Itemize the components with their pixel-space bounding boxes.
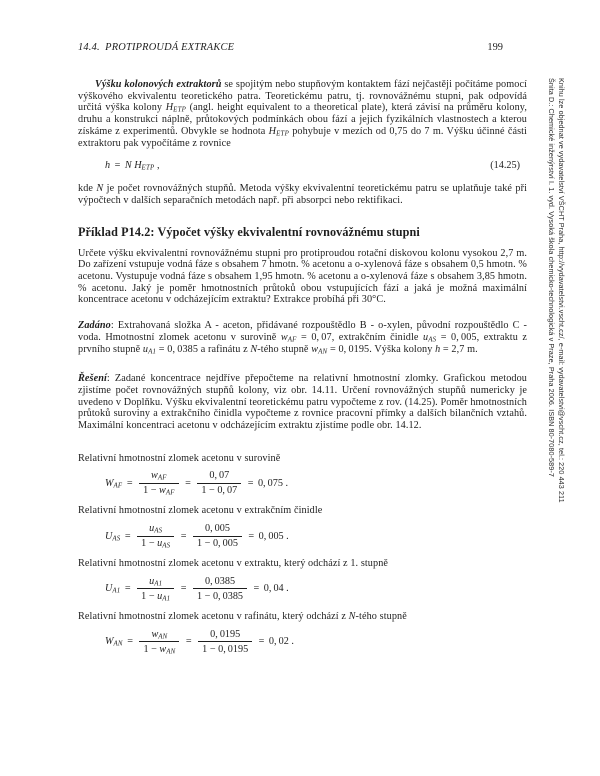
equals-sign: = [180,583,187,595]
fraction-caption: Relativní hmotnostní zlomek acetonu v extraktu, který odchází z 1. stupně [78,558,389,570]
fraction-result: 0, 04 . [263,583,289,595]
equals-sign: = [114,160,121,172]
intro-text-2: (angl. height equivalent to a theoretical plate), která závisí na průměru kolony, druhu a konstrukci náplně, průtokových podmínkách obou fází a jejich fyzikálních vlastnostech a kterou získáme z experimentů. Obvykle se hodnota [78,102,527,137]
equals-sign: = [248,530,255,542]
running-head [78,42,527,53]
math-var-wAN: w [311,343,319,355]
equals-sign: = [253,583,260,595]
intro-paragraph [78,79,527,149]
equals-sign: = [124,530,131,542]
equals-sign: = [126,477,133,489]
fraction-equation: $W_{AN}$ = $\frac{w_{AN}}{1 - w_{AN}}$ = $\frac{0, 0195}{1 - 0, 0195}$ = 0, 02 . [105,628,294,656]
math-var-H: H [165,102,174,114]
fraction-result: 0, 02 . [268,636,294,648]
symbolic-fraction: $\frac{u_{A1}}{1 - u_{A1}}$ [137,576,174,602]
fraction-result: 0, 005 . [258,530,289,542]
equation-hetp: h = N $H_{ETP}$ , [105,160,160,172]
equals-sign: = [247,477,254,489]
sidebar-order-info: Knihu lze objednat ve vydavatelství VŠCHT Praha, http://vydavatelstvi.vscht.cz/, e-mail: vydavatelstvi@vscht.cz, tel.: 220 443 211 [557,78,566,503]
fraction-equation: $U_{AS}$ = $\frac{u_{AS}}{1 - u_{AS}}$ = $\frac{0, 005}{1 - 0, 005}$ = 0, 005 . [105,523,289,550]
intro-lead: Výšku kolonových extraktorů [95,79,222,90]
equation-hetp-row [78,160,527,171]
symbolic-fraction: $\frac{w_{AN}}{1 - w_{AN}}$ [139,629,179,655]
math-var-uAS: u [423,331,429,343]
section-title: 14.4. PROTIPROUDÁ EXTRAKCE [78,42,235,53]
zadano-label: Zadáno [78,320,111,332]
numeric-fraction: $\frac{0, 005}{1 - 0, 005}$ [193,523,242,549]
page-number: 199 [487,42,503,53]
equals-sign: = [180,530,187,542]
fraction-equation: $U_{A1}$ = $\frac{u_{A1}}{1 - u_{A1}}$ = $\frac{0, 0385}{1 - 0, 0385}$ = 0, 04 . [105,575,289,603]
fraction-caption: Relativní hmotnostní zlomek acetonu v rafinátu, který odchází z N-tého stupně [78,610,407,622]
math-sub-ETP: ETP [276,130,289,138]
equals-sign: = [127,636,133,648]
symbolic-fraction: $\frac{u_{AS}}{1 - u_{AS}}$ [137,523,174,549]
equation-number: (14.25) [490,160,520,172]
fraction-caption: Relativní hmotnostní zlomek acetonu v extrakčním činidle [78,505,323,517]
fraction-caption: Relativní hmotnostní zlomek acetonu v surovině [78,452,281,464]
example-heading: Příklad P14.2: Výpočet výšky ekvivalentní rovnovážnému stupni [78,224,420,239]
math-var-h: h [435,343,441,355]
reseni-label: Řešení [78,373,107,385]
numeric-fraction: $\frac{0, 0195}{1 - 0, 0195}$ [198,629,252,655]
intro-text-1: se spojitým nebo stupňovým kontaktem fází nejčastěji počítáme pomocí výškového ekvivalentu teoretického patra. Teoretickému patru, tj. rovnovážnému stupni, pak odpovídá určitá výška kolony [78,79,528,114]
paragraph-kde: kde N je počet rovnovážných stupňů. Metoda výšky ekvivalentní teoretickému patru se uplatňuje také při výpočtech v dalších separačních metodách např. při absorpci nebo rektifikaci. [78,183,528,206]
math-var-H: H [268,125,277,137]
math-var-uA1: u [142,343,149,355]
paragraph-reseni: Řešení: Zadané koncentrace nejdříve přepočteme na relativní hmotnostní zlomky. Grafickou metodou zjistíme počet rovnovážných stupňů kolony, viz obr. 14.11. Určení rovnovážných stupňů numericky je uvedeno v Doplňku. Výšku ekvivalentní teoretickému patru vypočteme z rov. (14.25). Poměr hmotnostních průtoků suroviny a extrakčního činidla vypočteme z rovnice pracovní přímky a dalších bilančních vztahů. Maximální koncentraci acetonu v odcházejícím extraktu zjistíme podle obr. 14.12. [78,373,527,432]
equals-sign: = [258,636,265,648]
sidebar-citation: Šnita D.: Chemické inženýrství I. 1. vyd. Vysoká škola chemicko-technologická v Praze, Praha 2006. ISBN 80-7080-589-7 [547,78,556,477]
math-var-wAF: w [280,331,288,343]
example-statement: Určete výšku ekvivalentní rovnovážnému stupni pro protiproudou rotační diskovou kolonu vysokou 2,7 m. Do zařízení vstupuje vodná fáze s obsahem 7 hmotn. % acetonu a o-xylenová fáze s obsahem 0,5 hmotn. % acetonu. Vystupuje vodná fáze s obsahem 1,95 hmotn. % acetonu a o-xylenová fáze s obsahem 3,85 hmotn. % acetonu. Jaký je poměr hmotnostních průtoků obou vstupujících fází a jaká je možná maximální koncentrace acetonu v odcházejícím extraktu? Extrakce probíhá při 30°C. [78,247,527,306]
equals-sign: = [185,477,191,489]
fraction-equation: $W_{AF}$ = $\frac{w_{AF}}{1 - w_{AF}}$ = $\frac{0, 07}{1 - 0, 07}$ = 0, 075 . [105,470,289,498]
math-var-N: N [96,183,104,195]
fraction-result: 0, 075 . [257,477,289,489]
equals-sign: = [124,583,131,595]
numeric-fraction: $\frac{0, 07}{1 - 0, 07}$ [197,470,241,496]
paragraph-zadano: Zadáno: Extrahovaná složka A - aceton, přidávané rozpouštědlo B - o-xylen, původní rozpouštědlo C - voda. Hmotnostní zlomek acetonu v surovině $w_{AF} = 0$, 07, extrakčním činidle $u_{AS} = 0$, 005, extraktu z prvního stupně $u_{A1} = 0$, 0385 a rafinátu z N-tého stupně $w_{AN} = 0$, 0195. Výška kolony h = 2,7 m. [78,320,527,356]
equals-sign: = [185,636,192,648]
math-var-N: N [250,343,258,355]
symbolic-fraction: $\frac{w_{AF}}{1 - w_{AF}}$ [139,470,179,496]
page-content [78,42,527,661]
math-sub-ETP: ETP [173,107,187,114]
numeric-fraction: $\frac{0, 0385}{1 - 0, 0385}$ [193,576,247,602]
intro-text-3: pohybuje v mezích od 0,75 do 7 m. Výšku účinné části extraktoru pak vypočítáme z rovnice [78,125,527,149]
